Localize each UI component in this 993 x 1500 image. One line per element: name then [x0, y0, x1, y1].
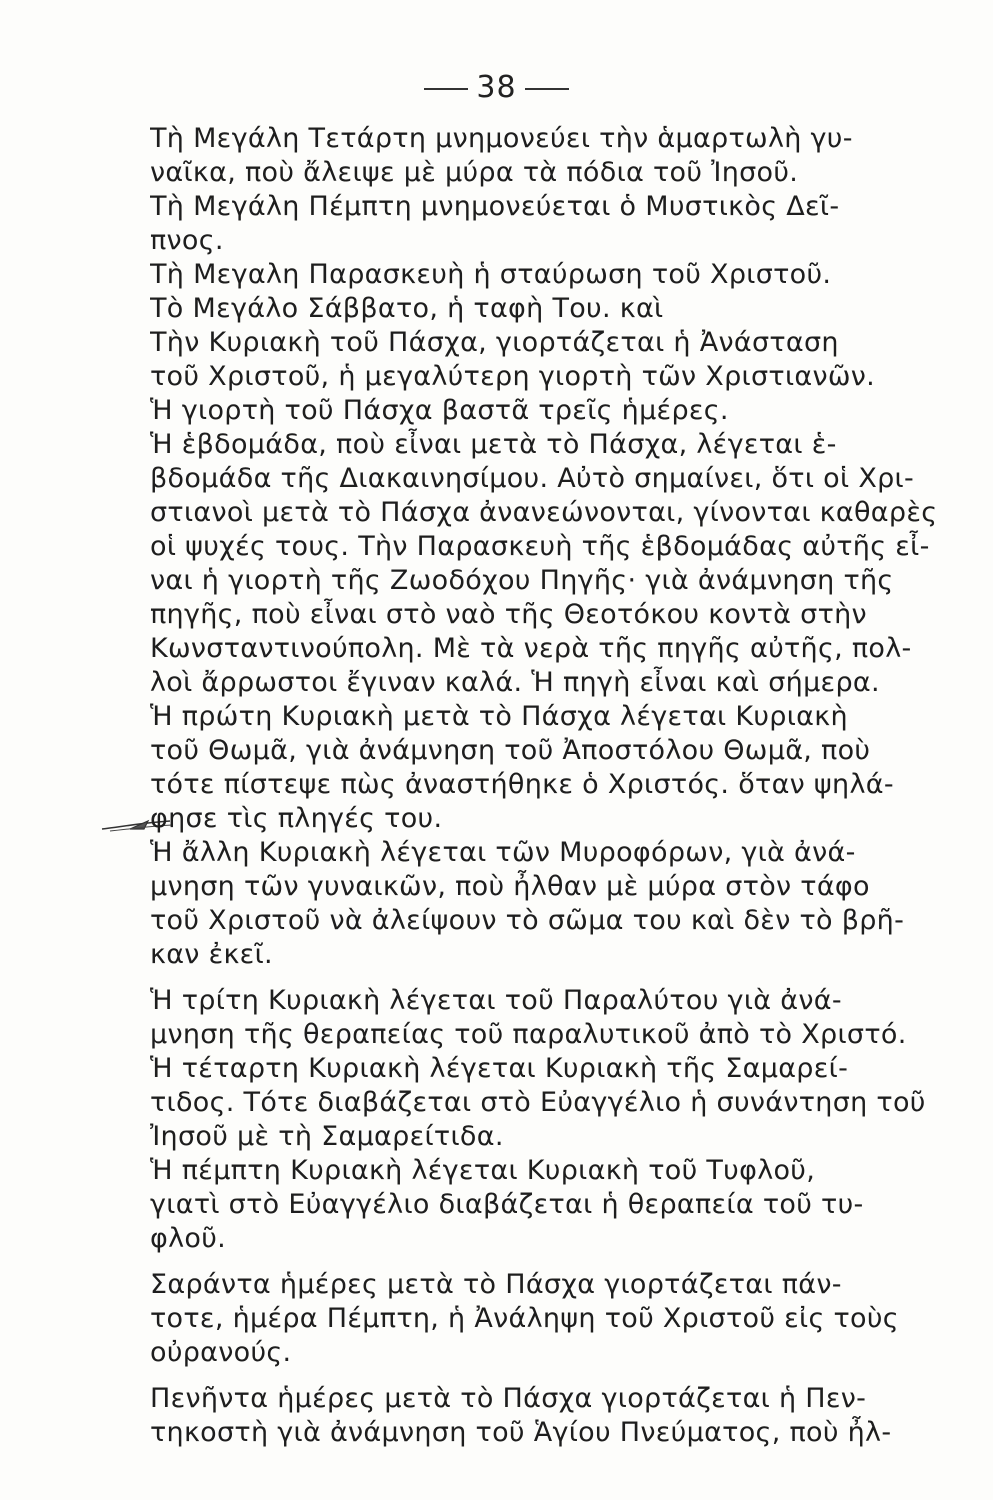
- text-line: τοῦ Χριστοῦ νὰ ἀλείψουν τὸ σῶμα του καὶ δὲν τὸ βρῆ-: [150, 905, 905, 936]
- text-line: οὐρανούς.: [150, 1337, 292, 1368]
- text-line: τοῦ Χριστοῦ, ἡ μεγαλύτερη γιορτὴ τῶν Χριστιανῶν.: [150, 361, 876, 392]
- text-line: Τὸ Μεγάλο Σάββατο, ἡ ταφὴ Του. καὶ: [150, 293, 664, 324]
- text-line: Σαράντα ἡμέρες μετὰ τὸ Πάσχα γιορτάζεται πάν-: [150, 1269, 842, 1300]
- text-line: μνηση τῶν γυναικῶν, ποὺ ἦλθαν μὲ μύρα στὸν τάφο: [150, 871, 870, 902]
- text-line: στιανοὶ μετὰ τὸ Πάσχα ἀνανεώνονται, γίνονται καθαρὲς: [150, 497, 938, 528]
- text-line: ναι ἡ γιορτὴ τῆς Ζωοδόχου Πηγῆς· γιὰ ἀνάμνηση τῆς: [150, 565, 894, 596]
- text-line: Ἡ τέταρτη Κυριακὴ λέγεται Κυριακὴ τῆς Σαμαρεί-: [150, 1053, 849, 1084]
- text-line: τιδος. Τότε διαβάζεται στὸ Εὐαγγέλιο ἡ συνάντηση τοῦ: [150, 1087, 926, 1118]
- text-line: τηκοστὴ γιὰ ἀνάμνηση τοῦ Ἁγίου Πνεύματος, ποὺ ἦλ-: [150, 1417, 892, 1448]
- text-line: Ἰησοῦ μὲ τὴ Σαμαρείτιδα.: [150, 1121, 504, 1152]
- text-line: λοὶ ἄρρωστοι ἔγιναν καλά. Ἡ πηγὴ εἶναι καὶ σήμερα.: [150, 667, 880, 698]
- body-text: [150, 122, 965, 1450]
- page-number-text: 38: [476, 70, 517, 105]
- text-line: Τὴ Μεγαλη Παρασκευὴ ἡ σταύρωση τοῦ Χριστοῦ.: [150, 259, 832, 290]
- text-line: Ἡ τρίτη Κυριακὴ λέγεται τοῦ Παραλύτου γιὰ ἀνά-: [150, 985, 842, 1016]
- text-line: τοῦ Θωμᾶ, γιὰ ἀνάμνηση τοῦ Ἀποστόλου Θωμᾶ, ποὺ: [150, 735, 871, 766]
- text-line: Τὴν Κυριακὴ τοῦ Πάσχα, γιορτάζεται ἡ Ἀνάσταση: [150, 327, 839, 358]
- paragraph-gap: [150, 1370, 965, 1382]
- text-line: φλοῦ.: [150, 1223, 227, 1254]
- text-line: Ἡ πρώτη Κυριακὴ μετὰ τὸ Πάσχα λέγεται Κυριακὴ: [150, 701, 848, 732]
- text-line: Ἡ πέμπτη Κυριακὴ λέγεται Κυριακὴ τοῦ Τυφλοῦ,: [150, 1155, 816, 1186]
- text-line: πηγῆς, ποὺ εἶναι στὸ ναὸ τῆς Θεοτόκου κοντὰ στὴν: [150, 599, 867, 630]
- text-line: καν ἐκεῖ.: [150, 939, 273, 970]
- text-line: πνος.: [150, 225, 224, 256]
- text-line: τότε πίστεψε πὼς ἀναστήθηκε ὁ Χριστός. ὅταν ψηλά-: [150, 769, 894, 800]
- text-line: Κωνσταντινούπολη. Μὲ τὰ νερὰ τῆς πηγῆς αὐτῆς, πολ-: [150, 633, 912, 664]
- text-line: ναῖκα, ποὺ ἄλειψε μὲ μύρα τὰ πόδια τοῦ Ἰησοῦ.: [150, 157, 799, 188]
- text-line: βδομάδα τῆς Διακαινησίμου. Αὐτὸ σημαίνει, ὅτι οἱ Χρι-: [150, 463, 915, 494]
- text-line: μνηση τῆς θεραπείας τοῦ παραλυτικοῦ ἀπὸ τὸ Χριστό.: [150, 1019, 907, 1050]
- text-line: Ἡ ἄλλη Κυριακὴ λέγεται τῶν Μυροφόρων, γιὰ ἀνά-: [150, 837, 856, 868]
- text-line: γιατὶ στὸ Εὐαγγέλιο διαβάζεται ἡ θεραπεία τοῦ τυ-: [150, 1189, 864, 1220]
- page-number: [0, 70, 993, 105]
- page-number-dash-left: [424, 88, 468, 90]
- text-line: Ἡ ἑβδομάδα, ποὺ εἶναι μετὰ τὸ Πάσχα, λέγεται ἑ-: [150, 429, 837, 460]
- text-line: Πενῆντα ἡμέρες μετὰ τὸ Πάσχα γιορτάζεται ἡ Πεν-: [150, 1383, 867, 1414]
- paragraph-gap: [150, 1256, 965, 1268]
- page-number-dash-right: [525, 88, 569, 90]
- text-line: φησε τὶς πληγές του.: [150, 803, 443, 834]
- text-line: Ἡ γιορτὴ τοῦ Πάσχα βαστᾶ τρεῖς ἡμέρες.: [150, 395, 729, 426]
- text-line: τοτε, ἡμέρα Πέμπτη, ἡ Ἀνάληψη τοῦ Χριστοῦ εἰς τοὺς: [150, 1303, 899, 1334]
- text-line: Τὴ Μεγάλη Τετάρτη μνημονεύει τὴν ἁμαρτωλὴ γυ-: [150, 123, 853, 154]
- paragraph-gap: [150, 972, 965, 984]
- text-line: Τὴ Μεγάλη Πέμπτη μνημονεύεται ὁ Μυστικὸς Δεῖ-: [150, 191, 840, 222]
- text-line: οἱ ψυχές τους. Τὴν Παρασκευὴ τῆς ἑβδομάδας αὐτῆς εἶ-: [150, 531, 930, 562]
